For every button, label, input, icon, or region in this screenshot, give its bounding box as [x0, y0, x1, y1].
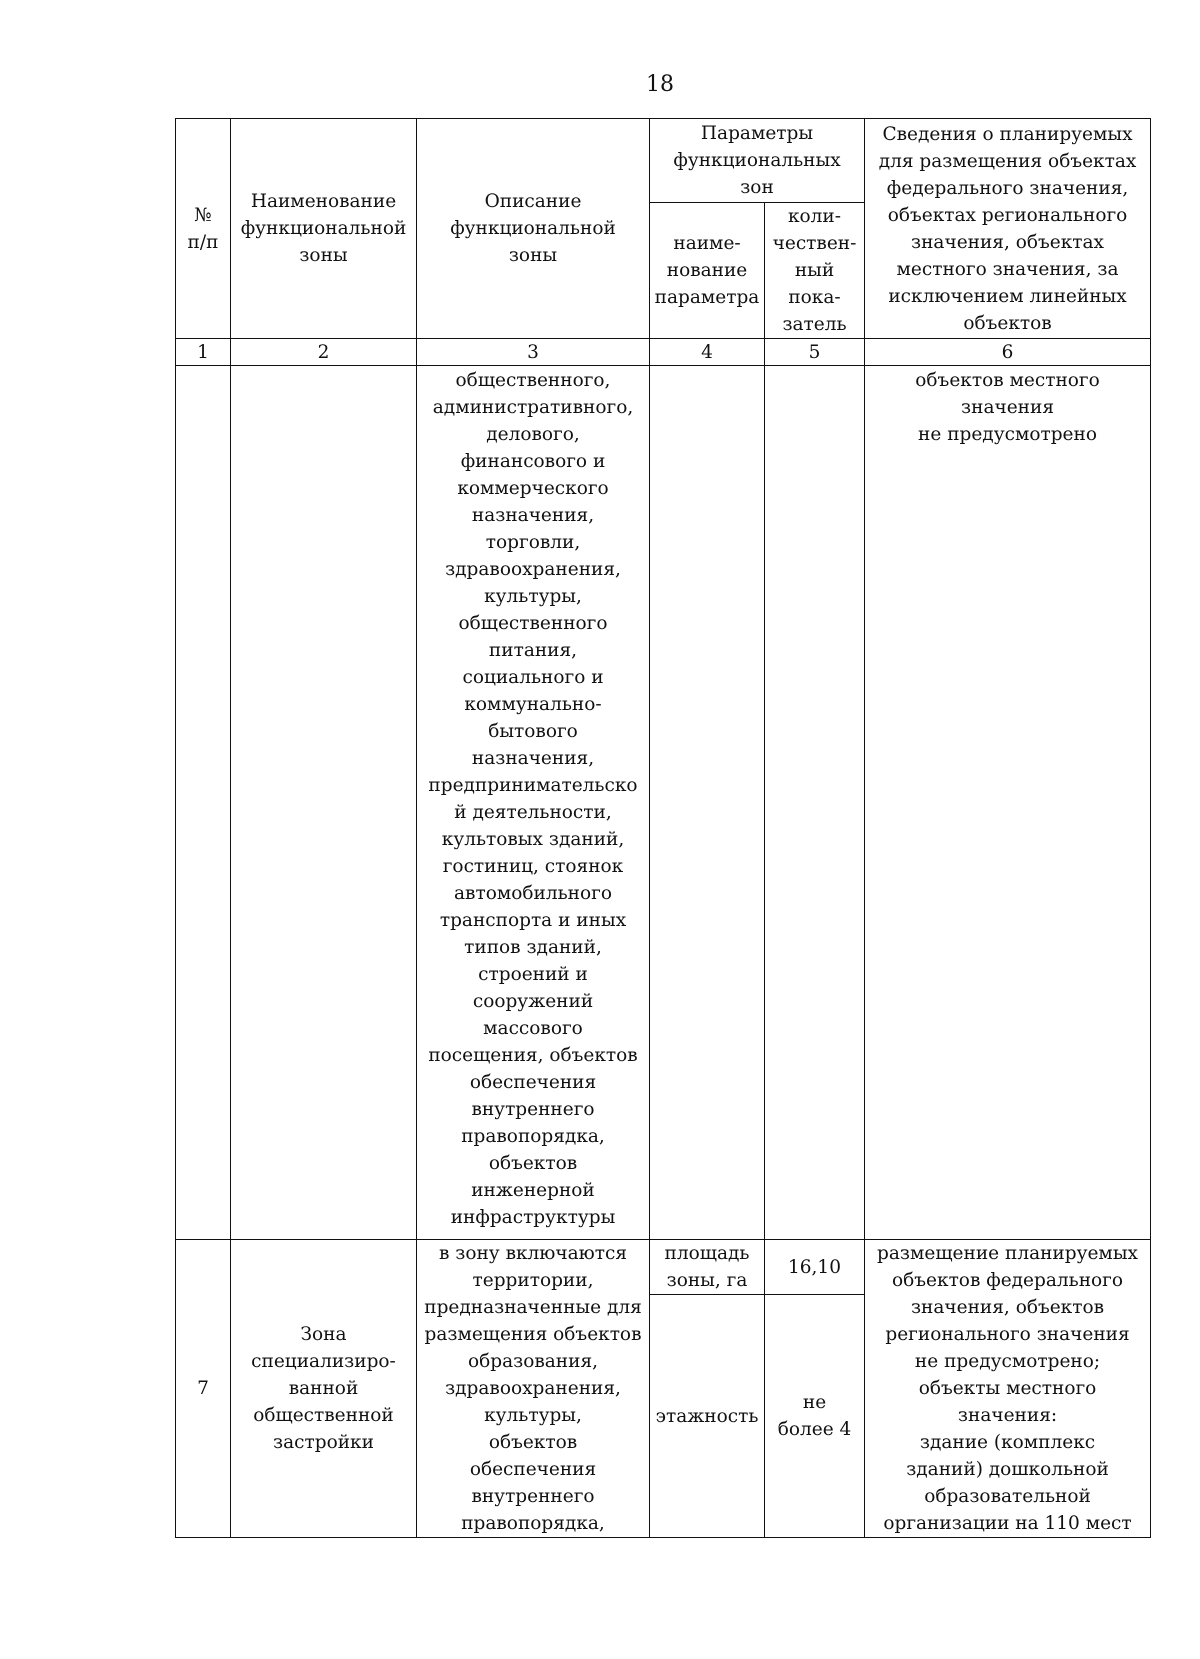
text-line: в зону включаются [438, 1243, 628, 1264]
text-line: коммерческого [457, 478, 609, 499]
text-line: Наименование [250, 191, 397, 212]
column-number: 1 [176, 339, 231, 366]
text-line: территории, [472, 1270, 594, 1291]
text-line: № [194, 204, 212, 226]
text-line: зоны [299, 245, 348, 266]
text-line: массового [483, 1018, 583, 1039]
text-line: для размещения объектах [878, 150, 1137, 172]
cell-name-empty [231, 366, 417, 1240]
header-parameter-name [650, 203, 765, 339]
table-row-7 [176, 1240, 1151, 1295]
cell-row-number: 7 [176, 1240, 231, 1538]
text-line: зоны, га [666, 1270, 748, 1291]
text-line: п/п [187, 231, 219, 253]
text-line: объектов местного [915, 370, 1100, 391]
header-planned-objects [865, 119, 1151, 339]
functional-zones-table [175, 118, 1151, 1538]
text-line: объектов федерального [892, 1270, 1124, 1291]
cell-description-continued [417, 366, 650, 1240]
text-line: питания, [488, 640, 578, 661]
text-line: общественной [253, 1405, 394, 1426]
text-line: коммунально- [464, 694, 602, 715]
text-line: назначения, [471, 748, 595, 769]
cell-zone-name [231, 1240, 417, 1538]
text-line: местного значения, за [896, 258, 1119, 280]
text-line: застройки [273, 1432, 374, 1453]
text-line: не предусмотрено [918, 424, 1097, 445]
text-line: площадь [664, 1243, 750, 1264]
text-line: не предусмотрено; [914, 1351, 1101, 1372]
text-line: нование [666, 260, 748, 281]
text-line: организации на 110 мест [883, 1513, 1132, 1534]
cell-zone-description [417, 1240, 650, 1538]
column-number: 4 [650, 339, 765, 366]
text-line: й деятельности, [454, 802, 612, 823]
header-zone-name [231, 119, 417, 339]
text-line: культовых зданий, [441, 829, 625, 850]
text-line: общественного, [455, 370, 611, 391]
text-line: образования, [467, 1351, 599, 1372]
text-line: автомобильного [454, 883, 612, 904]
text-line: значения, объектов [910, 1297, 1105, 1318]
text-line: типов зданий, [464, 937, 602, 958]
text-line: внутреннего [471, 1099, 595, 1120]
text-line: функциональной [450, 218, 616, 239]
text-line: обеспечения [469, 1072, 597, 1093]
cell-objects-continued [865, 366, 1151, 1240]
text-line: предназначенные для [424, 1297, 642, 1318]
text-line: исключением линейных [888, 285, 1127, 307]
text-line: значения [961, 397, 1054, 418]
text-line: ванной [288, 1378, 359, 1399]
text-line: посещения, объектов [428, 1045, 638, 1066]
text-line: зон [740, 177, 774, 198]
text-line: объектов [488, 1153, 578, 1174]
text-line: предпринимательско [428, 775, 638, 796]
page-number: 18 [646, 72, 674, 97]
text-line: гостиниц, стоянок [442, 856, 624, 877]
text-line: значения, объектах [911, 231, 1104, 253]
text-line: здание (комплекс [919, 1432, 1096, 1453]
cell-planned-objects [865, 1240, 1151, 1538]
text-line: обеспечения [469, 1459, 597, 1480]
cell-param-value-empty [765, 366, 865, 1240]
text-line: специализиро- [251, 1351, 396, 1372]
text-line: правопорядка, [461, 1513, 605, 1534]
text-line: более 4 [777, 1419, 852, 1440]
text-line: зданий) дошкольной [906, 1459, 1109, 1480]
text-line: федерального значения, [886, 177, 1129, 199]
text-line: назначения, [471, 505, 595, 526]
column-number: 3 [417, 339, 650, 366]
text-line: строений и [478, 964, 588, 985]
text-line: регионального значения [885, 1324, 1130, 1345]
text-line: социального и [462, 667, 604, 688]
text-line: правопорядка, [461, 1126, 605, 1147]
text-line: административного, [432, 397, 634, 418]
text-line: зоны [508, 245, 558, 266]
text-line: чествен- [772, 233, 857, 254]
text-line: пока- [788, 287, 841, 308]
text-line: функциональных [673, 150, 841, 171]
text-line: общественного [458, 613, 608, 634]
text-line: сооружений [472, 991, 594, 1012]
cell-param-name-empty [650, 366, 765, 1240]
text-line: торговли, [485, 532, 581, 553]
text-line: бытового [488, 721, 578, 742]
text-line: размещение планируемых [877, 1243, 1138, 1264]
text-line: транспорта и иных [439, 910, 627, 931]
text-line: здравоохранения, [445, 1378, 621, 1399]
text-line: объектов [963, 312, 1052, 334]
text-line: параметра [654, 287, 760, 308]
text-line: культуры, [484, 1405, 582, 1426]
text-line: внутреннего [471, 1486, 595, 1507]
text-line: делового, [486, 424, 580, 445]
header-parameter-value [765, 203, 865, 339]
text-line: объектов [488, 1432, 578, 1453]
column-number: 5 [765, 339, 865, 366]
text-line: инфраструктуры [450, 1207, 616, 1228]
text-line: Описание [484, 191, 582, 212]
text-line: объектах регионального [887, 204, 1128, 226]
text-line: функциональной [240, 218, 407, 239]
text-line: культуры, [484, 586, 582, 607]
text-line: инженерной [471, 1180, 595, 1201]
text-line: Параметры [700, 123, 814, 144]
text-line: этажность [655, 1405, 759, 1427]
text-line: значения: [957, 1405, 1058, 1426]
text-line: образовательной [924, 1486, 1091, 1507]
text-line: объекты местного [918, 1378, 1097, 1399]
text-line: Зона [300, 1324, 347, 1345]
cell-param-area-value: 16,10 [765, 1240, 865, 1295]
header-num [176, 119, 231, 339]
cell-num-empty [176, 366, 231, 1240]
header-row-top [176, 119, 1151, 203]
cell-param-floors-value [765, 1295, 865, 1538]
text-line: коли- [787, 206, 842, 227]
column-number: 6 [865, 339, 1151, 366]
text-line: размещения объектов [424, 1324, 642, 1345]
text-line: не [802, 1392, 827, 1413]
text-line: Сведения о планируемых [882, 123, 1133, 145]
cell-param-area-name [650, 1240, 765, 1295]
table-row-continued [176, 366, 1151, 1240]
text-line: затель [782, 314, 847, 335]
text-line: здравоохранения, [445, 559, 621, 580]
header-zone-description [417, 119, 650, 339]
header-zone-parameters [650, 119, 865, 203]
column-numbers-row [176, 339, 1151, 366]
cell-param-floors-name [650, 1295, 765, 1538]
text-line: ный [794, 260, 835, 281]
text-line: наиме- [673, 233, 741, 254]
column-number: 2 [231, 339, 417, 366]
text-line: финансового и [460, 451, 606, 472]
